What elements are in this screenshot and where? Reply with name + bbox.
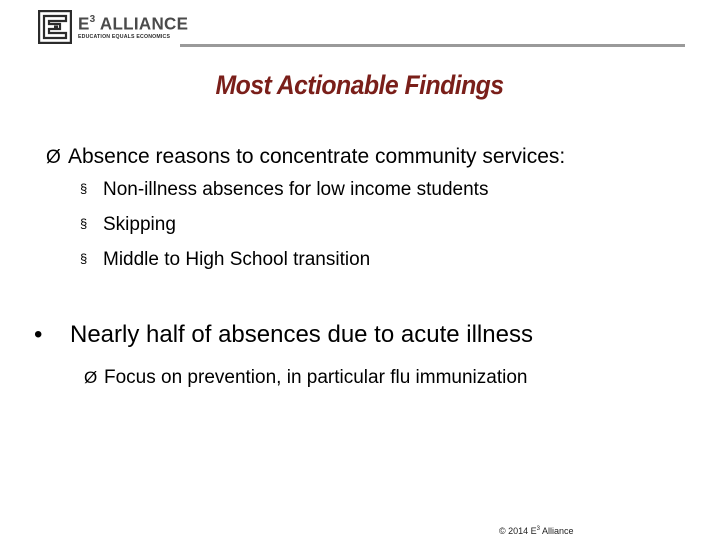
- sub-bullet-text: Skipping: [103, 214, 176, 235]
- square-bullet-icon: §: [80, 216, 88, 231]
- dot-bullet-icon: •: [34, 321, 43, 348]
- copyright-footer: © 2014 $E^3$ Alliance: [499, 526, 574, 536]
- arrow-bullet-icon: Ø: [46, 147, 61, 168]
- slide-title: Most Actionable Findings: [215, 70, 505, 100]
- sub-bullet-text: Middle to High School transition: [103, 249, 371, 270]
- sub-bullet-prevention: [84, 367, 527, 389]
- sub-bullet-text: Non-illness absences for low income students: [103, 179, 489, 200]
- bullet-acute-illness: [34, 321, 533, 349]
- bullet-text: Nearly half of absences due to acute illness: [70, 321, 533, 348]
- bullet-text: Absence reasons to concentrate community services:: [68, 145, 566, 168]
- square-bullet-icon: §: [80, 251, 88, 266]
- sub-bullet-text: Focus on prevention, in particular flu immunization: [104, 367, 528, 388]
- logo-name: $E^3$ ALLIANCE: [78, 13, 189, 34]
- square-bullet-icon: §: [80, 181, 88, 196]
- arrow-bullet-icon: Ø: [84, 368, 98, 387]
- sub-bullet-skipping: [80, 214, 176, 236]
- bullet-absence-reasons: [46, 145, 565, 169]
- sub-bullet-non-illness: [80, 179, 488, 201]
- sub-bullet-transition: [80, 249, 370, 271]
- logo-tagline: EDUCATION EQUALS ECONOMICS: [78, 34, 171, 40]
